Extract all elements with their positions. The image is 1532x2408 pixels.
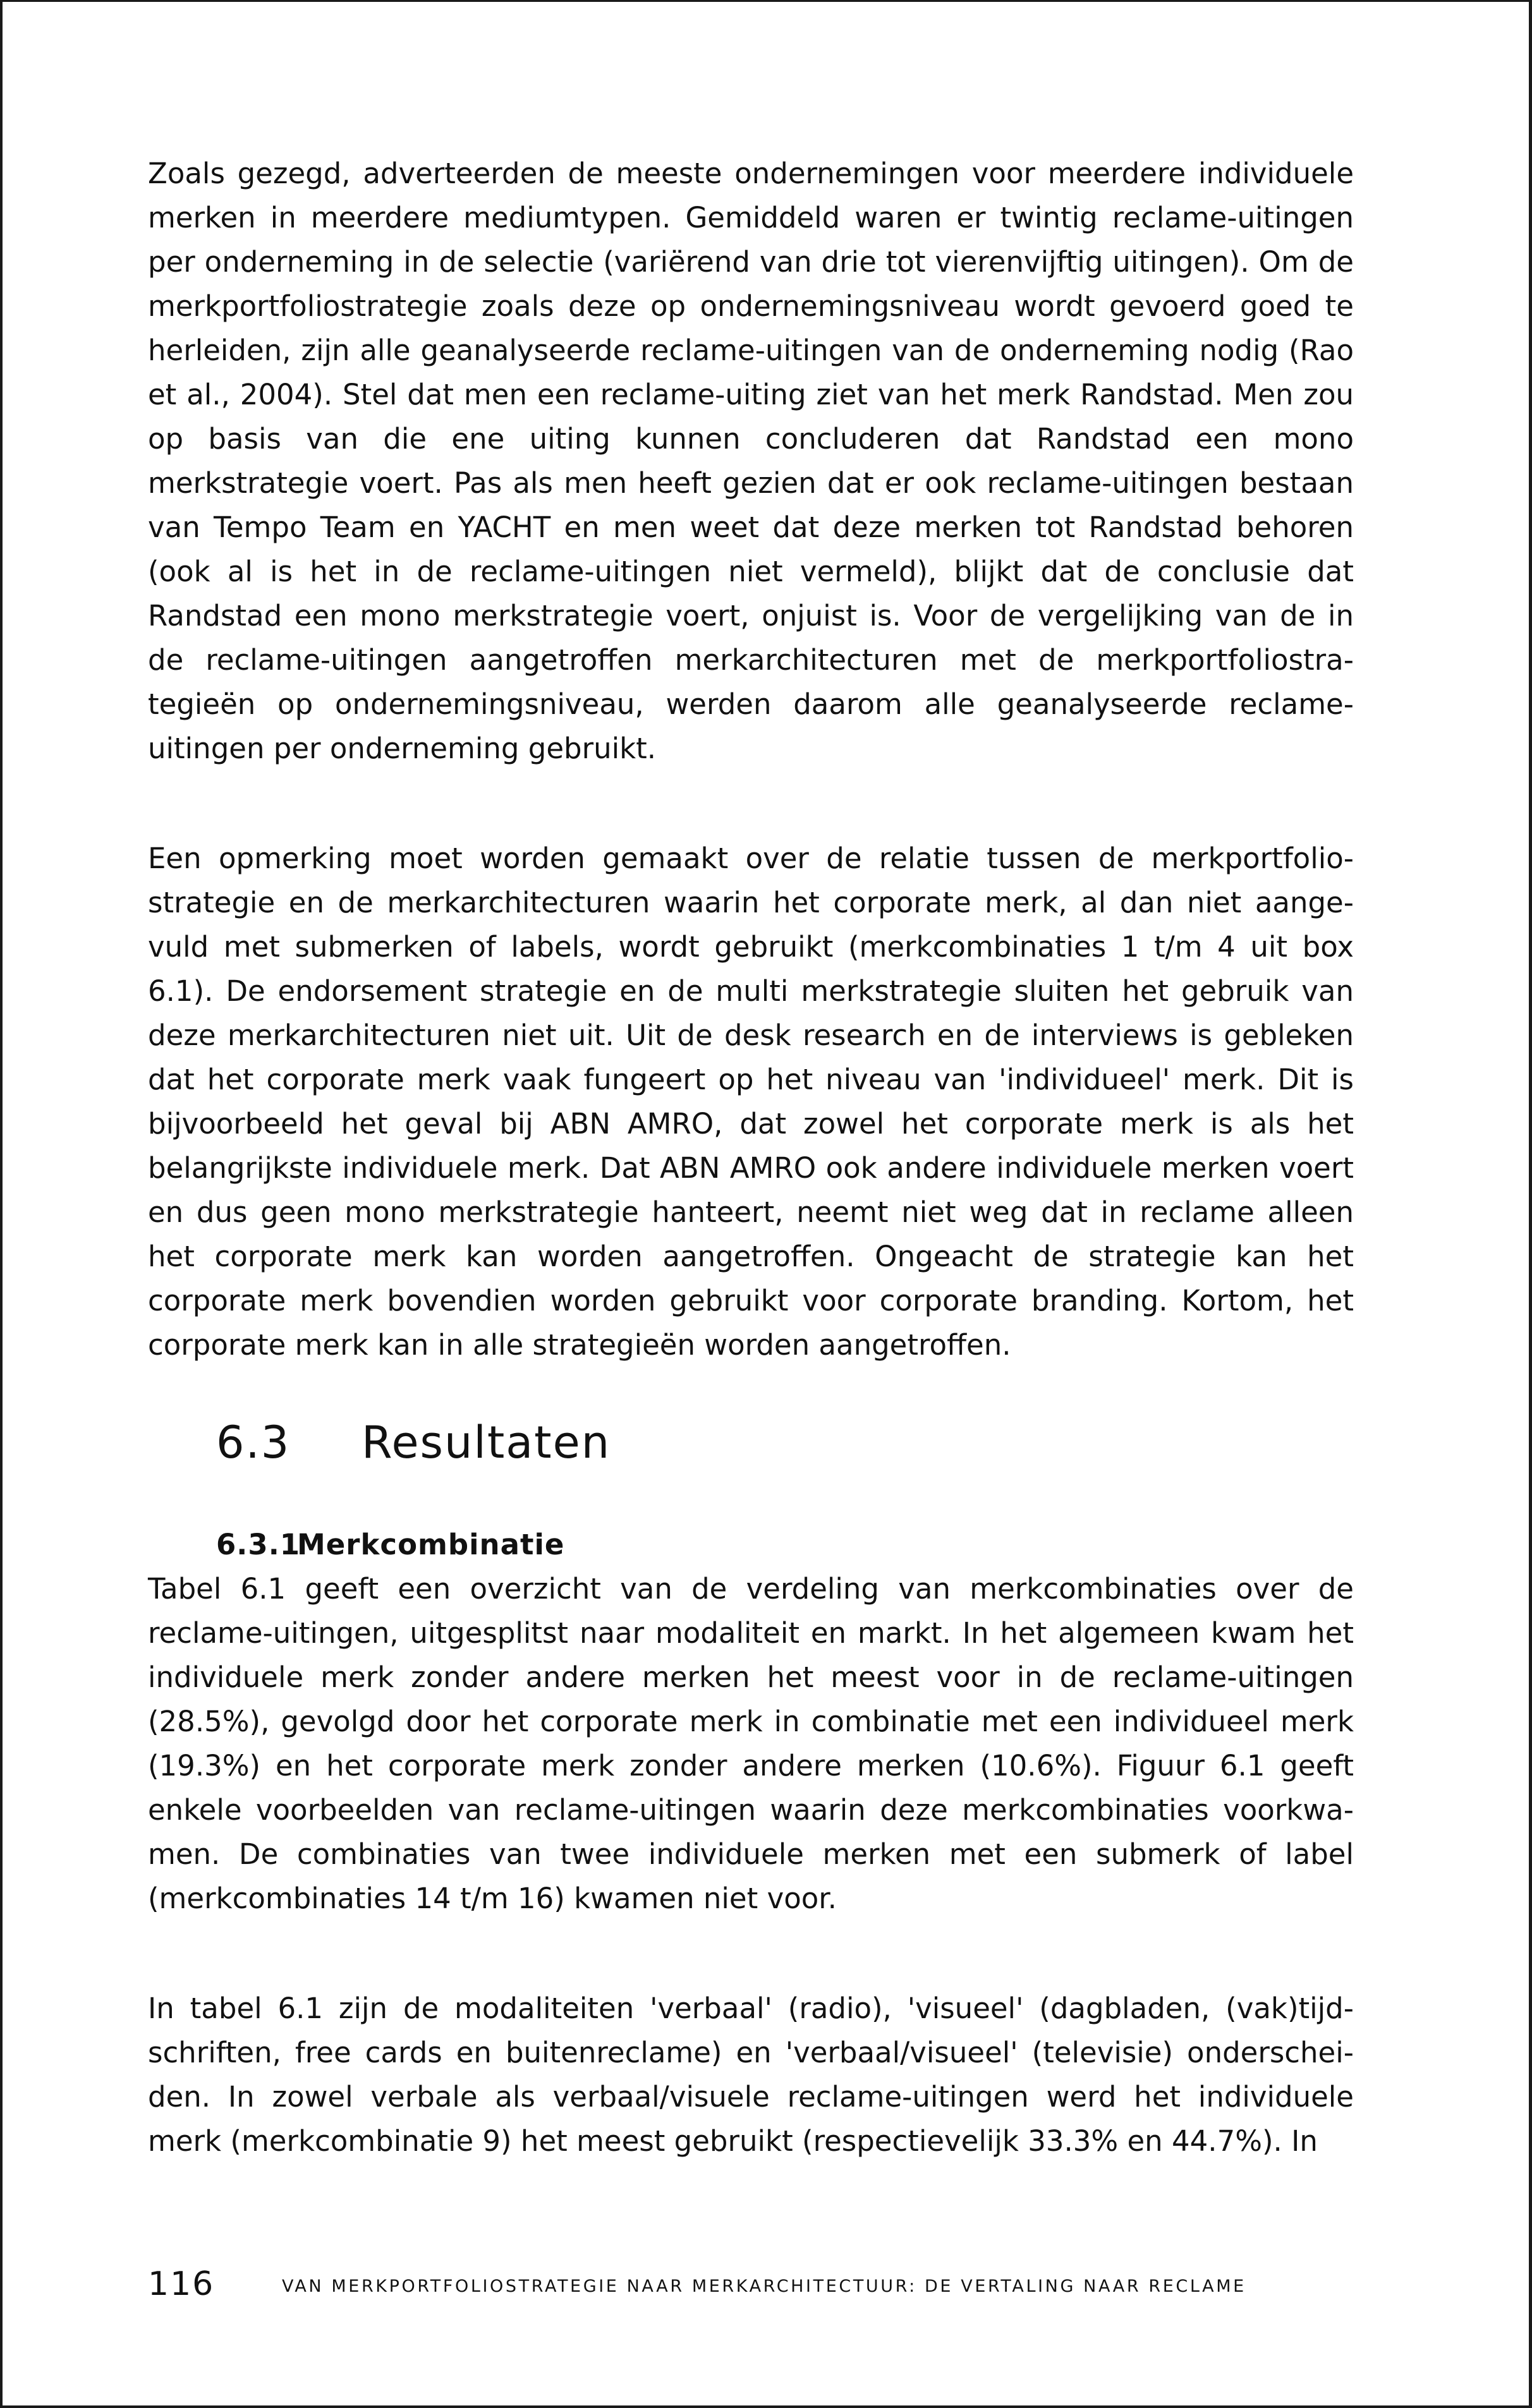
paragraph-table-overview: Tabel 6.1 geeft een overzicht van de verdeling van merkcombinaties over de reclame-uitingen, uitgesplitst naar modaliteit en markt. In het algemeen kwam het individuele merk zonder andere merken het meest voor in de reclame-uitingen (28.5%), gevolgd door het corporate merk in combinatie met een individueel merk (19.3%) en het corporate merk zonder andere merken (10.6%). Figuur 6.1 geeft enkele voorbeelden van reclame-uitingen waarin deze merkcombinaties voorkwamen. De combinaties van twee individuele merken met een submerk of label (merkcombinaties 14 t/m 16) kwamen niet voor. [148,1572,1354,1915]
section-heading [216,1414,611,1471]
paragraph-spacer [148,1921,1354,1987]
subsection-heading [216,1523,564,1567]
subsection-number: 6.3.1 [216,1528,301,1561]
page-number: 116 [148,2265,215,2303]
paragraph-modalities: In tabel 6.1 zijn de modaliteiten 'verbaal' (radio), 'visueel' (dagbladen, (vak)tijdschriften, free cards en buitenreclame) en 'verbaal/visueel' (televisie) onderscheiden. In zowel verbale als verbaal/visuele reclame-uitingen werd het individuele merk (merkcombinatie 9) het meest gebruikt (respectievelijk 33.3% en 44.7%). In [148,1992,1354,2158]
paragraph-spacer [148,771,1354,837]
paragraph-brand-portfolio-analysis: Zoals gezegd, adverteerden de meeste ondernemingen voor meerdere individuele merken in meerdere mediumtypen. Gemiddeld waren er twintig reclame-uitingen per onderneming in de selectie (variërend van drie tot vierenvijftig uitingen). Om de merkportfoliostrategie zoals deze op ondernemingsniveau wordt gevoerd goed te herleiden, zijn alle geanalyseerde reclame-uitingen van de onderneming nodig (Rao et al., 2004). Stel dat men een reclame-uiting ziet van het merk Randstad. Men zou op basis van die ene uiting kunnen concluderen dat Randstad een mono merkstrategie voert. Pas als men heeft gezien dat er ook reclame-uitingen bestaan van Tempo Team en YACHT en men weet dat deze merken tot Randstad behoren (ook al is het in de reclame-uitingen niet vermeld), blijkt dat de conclusie dat Randstad een mono merkstrategie voert, onjuist is. Voor de vergelijking van de in de reclame-uitingen aangetroffen merkarchitecturen met de merkportfoliostrategieën op ondernemingsniveau, werden daarom alle geanalyseerde reclameuitingen per onderneming gebruikt. [148,157,1354,765]
section-number: 6.3 [216,1417,291,1468]
paragraph-corporate-brand-note: Een opmerking moet worden gemaakt over de relatie tussen de merkportfoliostrategie en de merkarchitecturen waarin het corporate merk, al dan niet aangevuld met submerken of labels, wordt gebruikt (merkcombinaties 1 t/m 4 uit box 6.1). De endorsement strategie en de multi merkstrategie sluiten het gebruik van deze merkarchitecturen niet uit. Uit de desk research en de interviews is gebleken dat het corporate merk vaak fungeert op het niveau van 'individueel' merk. Dit is bijvoorbeeld het geval bij ABN AMRO, dat zowel het corporate merk is als het belangrijkste individuele merk. Dat ABN AMRO ook andere individuele merken voert en dus geen mono merkstrategie hanteert, neemt niet weg dat in reclame alleen het corporate merk kan worden aangetroffen. Ongeacht de strategie kan het corporate merk bovendien worden gebruikt voor corporate branding. Kortom, het corporate merk kan in alle strategieën worden aangetroffen. [148,842,1354,1362]
section-title: Resultaten [362,1417,611,1468]
subsection-title: Merkcombinatie [297,1528,565,1561]
page-footer [148,2262,1354,2306]
running-title: VAN MERKPORTFOLIOSTRATEGIE NAAR MERKARCHITECTUUR: DE VERTALING NAAR RECLAME [282,2277,1246,2296]
body-text-bottom [148,1567,1354,2163]
body-text-top [148,152,1354,1367]
